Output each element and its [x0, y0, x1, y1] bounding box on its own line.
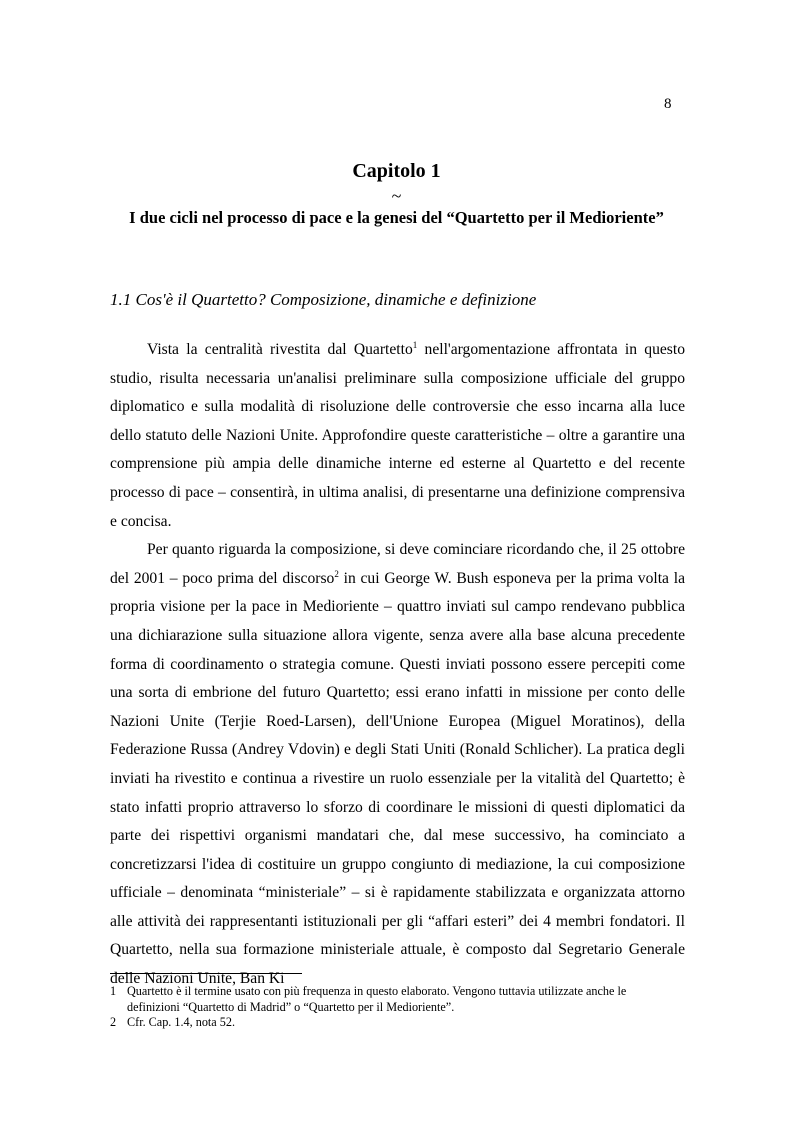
body-text: [110, 336, 685, 994]
paragraph-text: Per quanto riguarda la composizione, si deve cominciare ricordando che, il 25 ottobre del 2001 – poco prima del discorso: [110, 541, 685, 587]
footnote-number: 2: [110, 1015, 117, 1029]
paragraph: [110, 536, 685, 994]
footnote: [110, 1015, 682, 1031]
footnotes: [110, 984, 682, 1031]
chapter-title: Capitolo 1: [352, 160, 441, 182]
chapter-subtitle: I due cicli nel processo di pace e la genesi del “Quartetto per il Medioriente”: [129, 208, 664, 227]
footnote: [110, 984, 682, 1015]
paragraph-text: nell'argomentazione affrontata in questo studio, risulta necessaria un'analisi preliminare sulla composizione ufficiale del gruppo diplomatico e sulla modalità di risoluzione delle controversie che esso incarna alla luce dello statuto delle Nazioni Unite. Approfondire queste caratteristiche – oltre a garantire una comprensione più ampia delle dinamiche interne ed esterne al Quartetto e del recente processo di pace – consentirà, in ultima analisi, di presentarne una definizione comprensiva e concisa.: [110, 341, 685, 530]
footnote-text: Quartetto è il termine usato con più frequenza in questo elaborato. Vengono tuttavia utilizzate anche le definizioni “Quartetto di Madrid” o “Quartetto per il Medioriente”.: [127, 984, 627, 1014]
paragraph-text: Vista la centralità rivestita dal Quartetto: [147, 341, 413, 358]
chapter-separator: ~: [391, 186, 402, 206]
footnote-ref[interactable]: 2: [334, 568, 339, 579]
footnote-ref[interactable]: 1: [412, 340, 418, 350]
footnote-divider: [110, 973, 302, 974]
footnote-text: Cfr. Cap. 1.4, nota 52.: [127, 1015, 235, 1029]
footnote-number: 1: [110, 984, 117, 998]
paragraph: [110, 336, 685, 536]
paragraph-text: in cui George W. Bush esponeva per la prima volta la propria visione per la pace in Medioriente – quattro inviati sul campo rendevano pubblica una dichiarazione sulla situazione allora vigente, senza avere alla base alcuna precedente forma di coordinamento o strategia comune. Questi inviati possono essere percepiti come una sorta di embrione del futuro Quartetto; essi erano infatti in missione per conto delle Nazioni Unite (Terjie Roed-Larsen), dell'Unione Europea (Miguel Moratinos), della Federazione Russa (Andrey Vdovin) e degli Stati Uniti (Ronald Schlicher). La pratica degli inviati ha rivestito e continua a rivestire un ruolo essenziale per la vitalità del Quartetto; è stato infatti proprio attraverso lo sforzo di coordinare le missioni di questi diplomatici da parte dei rispettivi organismi mandatari che, dal mese successivo, ha cominciato a concretizzarsi l'idea di costituire un gruppo congiunto di mediazione, la cui composizione ufficiale – denominata “ministeriale” – si è rapidamente stabilizzata e organizzata attorno alle attività dei rappresentanti istituzionali per gli “affari esteri” dei 4 membri fondatori. Il Quartetto, nella sua formazione ministeriale attuale, è composto dal Segretario Generale delle Nazioni Unite, Ban Ki: [110, 569, 685, 988]
page-number: 8: [664, 96, 672, 112]
section-heading: 1.1 Cos'è il Quartetto? Composizione, dinamiche e definizione: [110, 290, 537, 309]
